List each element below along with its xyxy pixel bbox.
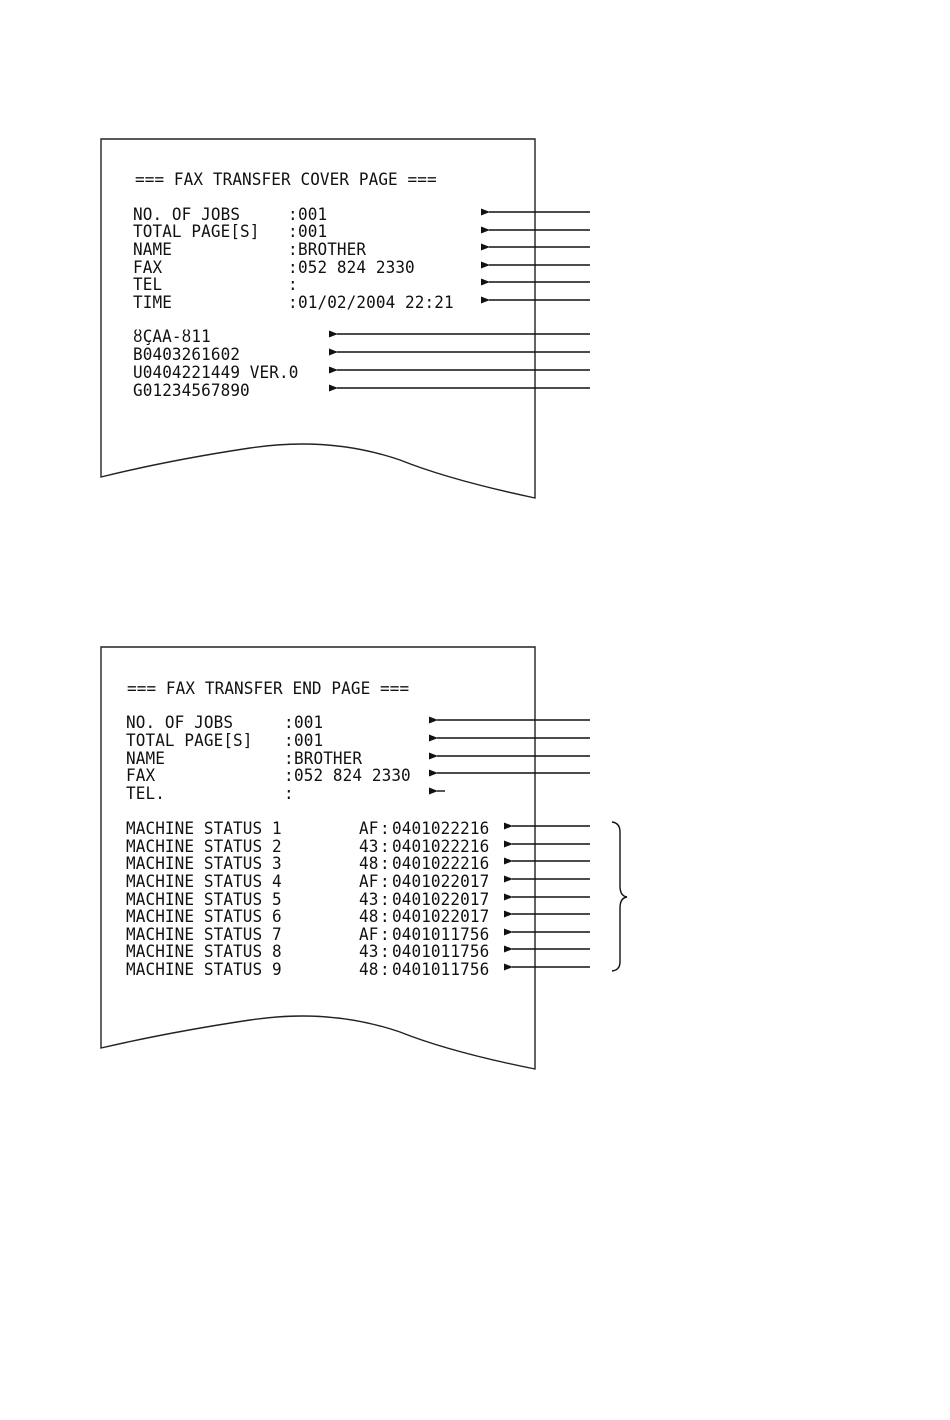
end-field-colon: : — [284, 782, 294, 804]
machine-status-label: MACHINE STATUS 8 — [126, 940, 282, 962]
machine-status-colon: : — [380, 852, 390, 874]
machine-status-code: AF — [359, 870, 379, 892]
cover-field-colon: : — [288, 291, 298, 313]
end-field-label: NO. OF JOBS — [126, 711, 234, 733]
end-field-label: TEL. — [126, 782, 165, 804]
machine-status-label: MACHINE STATUS 3 — [126, 852, 282, 874]
end-field-colon: : — [284, 747, 294, 769]
bracket-icon — [612, 822, 627, 971]
end-field-value: BROTHER — [294, 747, 363, 769]
cover-code-line: B0403261602 — [133, 343, 241, 365]
machine-status-code: AF — [359, 817, 379, 839]
machine-status-colon: : — [380, 870, 390, 892]
machine-status-colon: : — [380, 817, 390, 839]
end-field-value: 052 824 2330 — [294, 764, 411, 786]
machine-status-label: MACHINE STATUS 1 — [126, 817, 282, 839]
machine-status-colon: : — [380, 835, 390, 857]
cover-field-colon: : — [288, 273, 298, 295]
machine-status-value: 0401022216 — [392, 852, 490, 874]
machine-status-code: 43 — [359, 940, 379, 962]
machine-status-value: 0401011756 — [392, 958, 490, 980]
cover-field-colon: : — [288, 220, 298, 242]
end-field-label: NAME — [126, 747, 165, 769]
cover-field-colon: : — [288, 238, 298, 260]
end-field-colon: : — [284, 729, 294, 751]
cover-field-label: NAME — [133, 238, 172, 260]
machine-status-value: 0401022017 — [392, 870, 490, 892]
machine-status-colon: : — [380, 958, 390, 980]
machine-status-label: MACHINE STATUS 7 — [126, 923, 282, 945]
cover-field-label: TIME — [133, 291, 172, 313]
cover-field-value: 01/02/2004 22:21 — [298, 291, 454, 313]
cover-page-title: === FAX TRANSFER COVER PAGE === — [135, 168, 437, 190]
machine-status-code: 48 — [359, 852, 379, 874]
machine-status-colon: : — [380, 888, 390, 910]
machine-status-value: 0401011756 — [392, 923, 490, 945]
machine-status-colon: : — [380, 923, 390, 945]
machine-status-value: 0401011756 — [392, 940, 490, 962]
cover-field-value: BROTHER — [298, 238, 367, 260]
cover-code-line: U0404221449 VER.0 — [133, 361, 299, 383]
cover-code-line: ȣÇAA-ȣ11 — [133, 325, 211, 347]
machine-status-code: 43 — [359, 835, 379, 857]
cover-field-label: TEL — [133, 273, 163, 295]
machine-status-value: 0401022216 — [392, 817, 490, 839]
machine-status-value: 0401022017 — [392, 905, 490, 927]
cover-field-label: TOTAL PAGE[S] — [133, 220, 260, 242]
machine-status-label: MACHINE STATUS 6 — [126, 905, 282, 927]
cover-code-line: G01234567890 — [133, 379, 250, 401]
cover-field-value: 001 — [298, 220, 328, 242]
machine-status-label: MACHINE STATUS 2 — [126, 835, 282, 857]
cover-field-label: FAX — [133, 256, 163, 278]
cover-field-value: 001 — [298, 203, 328, 225]
end-field-label: TOTAL PAGE[S] — [126, 729, 253, 751]
cover-field-colon: : — [288, 256, 298, 278]
machine-status-code: AF — [359, 923, 379, 945]
cover-field-colon: : — [288, 203, 298, 225]
cover-field-label: NO. OF JOBS — [133, 203, 241, 225]
end-field-value: 001 — [294, 711, 324, 733]
cover-field-value: 052 824 2330 — [298, 256, 415, 278]
machine-status-code: 43 — [359, 888, 379, 910]
end-field-colon: : — [284, 711, 294, 733]
machine-status-colon: : — [380, 940, 390, 962]
end-field-colon: : — [284, 764, 294, 786]
end-page-title: === FAX TRANSFER END PAGE === — [127, 677, 410, 699]
end-field-value: 001 — [294, 729, 324, 751]
machine-status-code: 48 — [359, 958, 379, 980]
machine-status-value: 0401022017 — [392, 888, 490, 910]
machine-status-label: MACHINE STATUS 9 — [126, 958, 282, 980]
machine-status-code: 48 — [359, 905, 379, 927]
machine-status-label: MACHINE STATUS 4 — [126, 870, 282, 892]
machine-status-label: MACHINE STATUS 5 — [126, 888, 282, 910]
end-field-label: FAX — [126, 764, 156, 786]
machine-status-value: 0401022216 — [392, 835, 490, 857]
machine-status-colon: : — [380, 905, 390, 927]
